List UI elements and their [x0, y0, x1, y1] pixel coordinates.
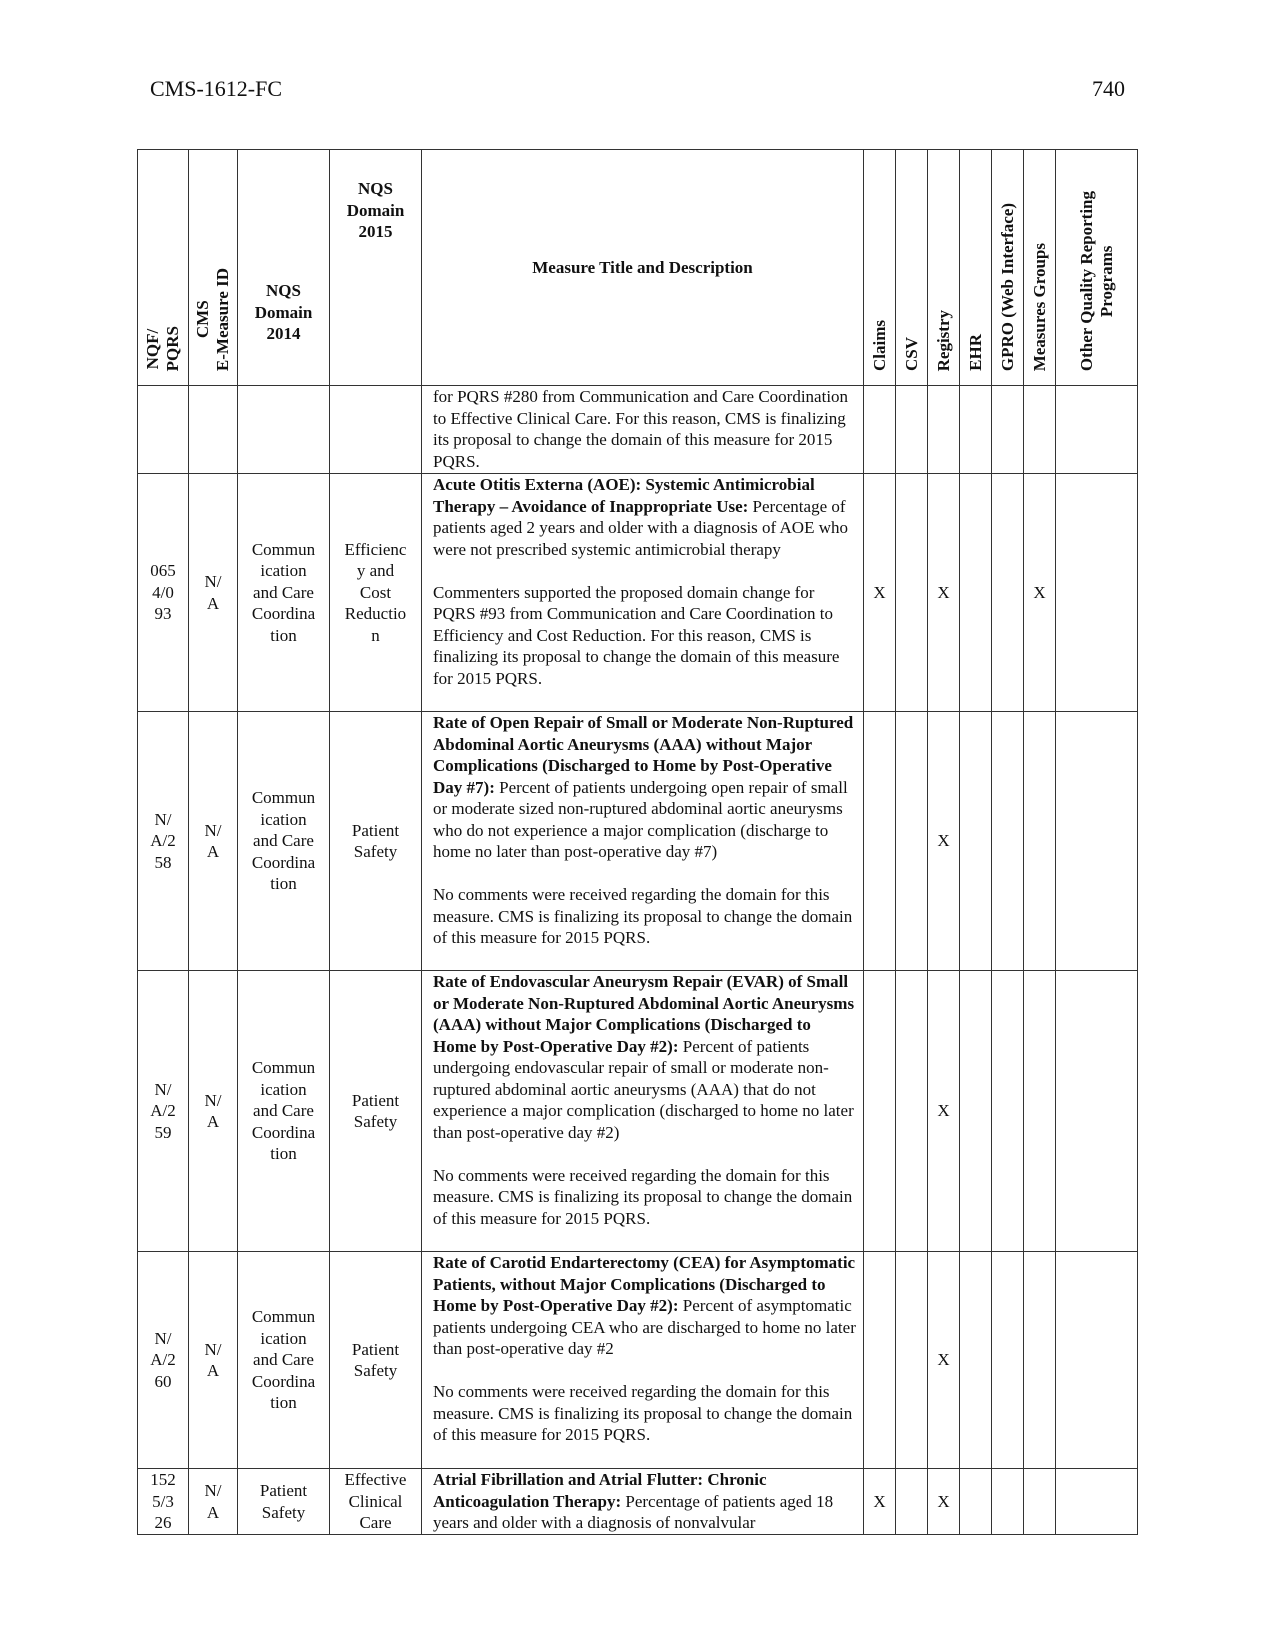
gpro-mark — [992, 971, 1024, 1252]
nqf-cell: 065 4/0 93 — [138, 474, 189, 712]
cms-cell: N/ A — [189, 474, 238, 712]
comment-text: for PQRS #280 from Communication and Care Coordination to Effective Clinical Care. For this reason, CMS is finalizing its proposal to change the domain of this measure for 2015 PQRS. — [433, 387, 849, 471]
gpro-mark — [992, 1469, 1024, 1535]
nqs2015-cell — [330, 386, 422, 474]
claims-mark — [864, 712, 896, 971]
csv-mark — [896, 474, 928, 712]
registry-mark: X — [928, 971, 960, 1252]
nqf-cell — [138, 386, 189, 474]
header-measures-groups: Measures Groups — [1024, 150, 1056, 386]
description-cell — [422, 712, 864, 971]
claims-mark: X — [864, 474, 896, 712]
measure-description: Percentage of patients aged 18 years and older with a diagnosis of nonvalvular — [433, 1491, 834, 1532]
header-row — [138, 150, 1138, 386]
groups-mark — [1024, 971, 1056, 1252]
gpro-mark — [992, 712, 1024, 971]
page-number: 740 — [1092, 76, 1125, 101]
csv-mark — [896, 386, 928, 474]
groups-mark — [1024, 712, 1056, 971]
nqs2014-cell: Commun ication and Care Coordina tion — [238, 474, 330, 712]
nqs2014-cell: Patient Safety — [238, 1469, 330, 1535]
table-row — [138, 1469, 1138, 1535]
nqs2014-cell: Commun ication and Care Coordina tion — [238, 712, 330, 971]
cms-cell: N/ A — [189, 712, 238, 971]
description-cell — [422, 474, 864, 712]
nqf-cell: N/ A/2 58 — [138, 712, 189, 971]
measure-title: Atrial Fibrillation and Atrial Flutter: Chronic Anticoagulation Therapy: — [433, 1470, 767, 1511]
csv-mark — [896, 1252, 928, 1469]
description-cell — [422, 1469, 864, 1535]
nqs2015-cell: Patient Safety — [330, 1252, 422, 1469]
other-mark — [1056, 1469, 1138, 1535]
header-cms-emeasure-id: CMS E-Measure ID — [189, 150, 238, 386]
header-measure-title: Measure Title and Description — [422, 150, 864, 386]
comment-text: No comments were received regarding the domain for this measure. CMS is finalizing its proposal to change the domain of this measure for 2015 PQRS. — [433, 885, 853, 947]
csv-mark — [896, 971, 928, 1252]
header-nqs-domain-2014: NQS Domain 2014 — [238, 150, 330, 386]
nqs2015-cell: Effective Clinical Care — [330, 1469, 422, 1535]
cms-cell: N/ A — [189, 1469, 238, 1535]
other-mark — [1056, 474, 1138, 712]
groups-mark — [1024, 1252, 1056, 1469]
cms-cell: N/ A — [189, 1252, 238, 1469]
nqs2015-cell: Patient Safety — [330, 971, 422, 1252]
ehr-mark — [960, 386, 992, 474]
page-header — [150, 76, 1125, 106]
registry-mark: X — [928, 1469, 960, 1535]
gpro-mark — [992, 474, 1024, 712]
description-cell — [422, 1252, 864, 1469]
description-cell — [422, 386, 864, 474]
measure-description: Percent of patients undergoing open repair of small or moderate sized non-ruptured abdominal aortic aneurysms who do not experience a major complication (discharge to home no later than post-operative day #7) — [433, 777, 848, 861]
other-mark — [1056, 971, 1138, 1252]
measure-description: Percent of patients undergoing endovascular repair of small or moderate non-ruptured abdominal aortic aneurysms (AAA) that do not experience a major complication (discharged to home no later than post-operative day #2) — [433, 1036, 854, 1142]
cms-cell — [189, 386, 238, 474]
ehr-mark — [960, 474, 992, 712]
claims-mark — [864, 1252, 896, 1469]
comment-text: No comments were received regarding the domain for this measure. CMS is finalizing its proposal to change the domain of this measure for 2015 PQRS. — [433, 1382, 853, 1444]
groups-mark — [1024, 386, 1056, 474]
table-row — [138, 1252, 1138, 1469]
measures-table — [137, 149, 1138, 1535]
nqs2014-cell: Commun ication and Care Coordina tion — [238, 1252, 330, 1469]
measure-description: Percent of asymptomatic patients undergoing CEA who are discharged to home no later than post-operative day #2 — [433, 1296, 856, 1358]
header-nqs-domain-2015: NQS Domain 2015 — [330, 150, 422, 386]
document-id: CMS-1612-FC — [150, 76, 283, 101]
nqs2015-cell: Efficienc y and Cost Reductio n — [330, 474, 422, 712]
nqf-cell: N/ A/2 60 — [138, 1252, 189, 1469]
nqf-cell: N/ A/2 59 — [138, 971, 189, 1252]
table-row — [138, 386, 1138, 474]
registry-mark — [928, 386, 960, 474]
gpro-mark — [992, 1252, 1024, 1469]
table-row — [138, 474, 1138, 712]
header-csv: CSV — [896, 150, 928, 386]
registry-mark: X — [928, 474, 960, 712]
registry-mark: X — [928, 1252, 960, 1469]
header-nqf-pqrs: NQF/ PQRS — [138, 150, 189, 386]
table-row — [138, 712, 1138, 971]
registry-mark: X — [928, 712, 960, 971]
measure-title: Acute Otitis Externa (AOE): Systemic Antimicrobial Therapy – Avoidance of Inappropriate Use: — [433, 475, 815, 516]
measure-title: Rate of Endovascular Aneurysm Repair (EVAR) of Small or Moderate Non-Ruptured Abdominal Aortic Aneurysms (AAA) without Major Complications (Discharged to Home by Post-Operative Day #2): — [433, 972, 855, 1056]
ehr-mark — [960, 971, 992, 1252]
table-row — [138, 971, 1138, 1252]
claims-mark — [864, 386, 896, 474]
header-gpro: GPRO (Web Interface) — [992, 150, 1024, 386]
nqs2014-cell — [238, 386, 330, 474]
groups-mark: X — [1024, 474, 1056, 712]
ehr-mark — [960, 1469, 992, 1535]
claims-mark — [864, 971, 896, 1252]
header-claims: Claims — [864, 150, 896, 386]
cms-cell: N/ A — [189, 971, 238, 1252]
csv-mark — [896, 712, 928, 971]
groups-mark — [1024, 1469, 1056, 1535]
nqs2015-cell: Patient Safety — [330, 712, 422, 971]
comment-text: Commenters supported the proposed domain change for PQRS #93 from Communication and Care Coordination to Efficiency and Cost Reduction. For this reason, CMS is finalizing its proposal to change the domain of this measure for 2015 PQRS. — [433, 582, 840, 688]
other-mark — [1056, 712, 1138, 971]
header-other-programs: Other Quality Reporting Programs — [1056, 150, 1138, 386]
nqs2014-cell: Commun ication and Care Coordina tion — [238, 971, 330, 1252]
measure-description: Percentage of patients aged 2 years and older with a diagnosis of AOE who were not prescribed systemic antimicrobial therapy — [433, 496, 848, 559]
other-mark — [1056, 1252, 1138, 1469]
other-mark — [1056, 386, 1138, 474]
measure-title: Rate of Open Repair of Small or Moderate Non-Ruptured Abdominal Aortic Aneurysms (AAA) without Major Complications (Discharged to Home by Post-Operative Day #7): — [433, 713, 854, 797]
comment-text: No comments were received regarding the domain for this measure. CMS is finalizing its proposal to change the domain of this measure for 2015 PQRS. — [433, 1165, 853, 1228]
header-ehr: EHR — [960, 150, 992, 386]
measure-title: Rate of Carotid Endarterectomy (CEA) for Asymptomatic Patients, without Major Complications (Discharged to Home by Post-Operative Day #2): — [433, 1253, 856, 1315]
ehr-mark — [960, 1252, 992, 1469]
description-cell — [422, 971, 864, 1252]
csv-mark — [896, 1469, 928, 1535]
nqf-cell: 152 5/3 26 — [138, 1469, 189, 1535]
ehr-mark — [960, 712, 992, 971]
header-registry: Registry — [928, 150, 960, 386]
gpro-mark — [992, 386, 1024, 474]
claims-mark: X — [864, 1469, 896, 1535]
